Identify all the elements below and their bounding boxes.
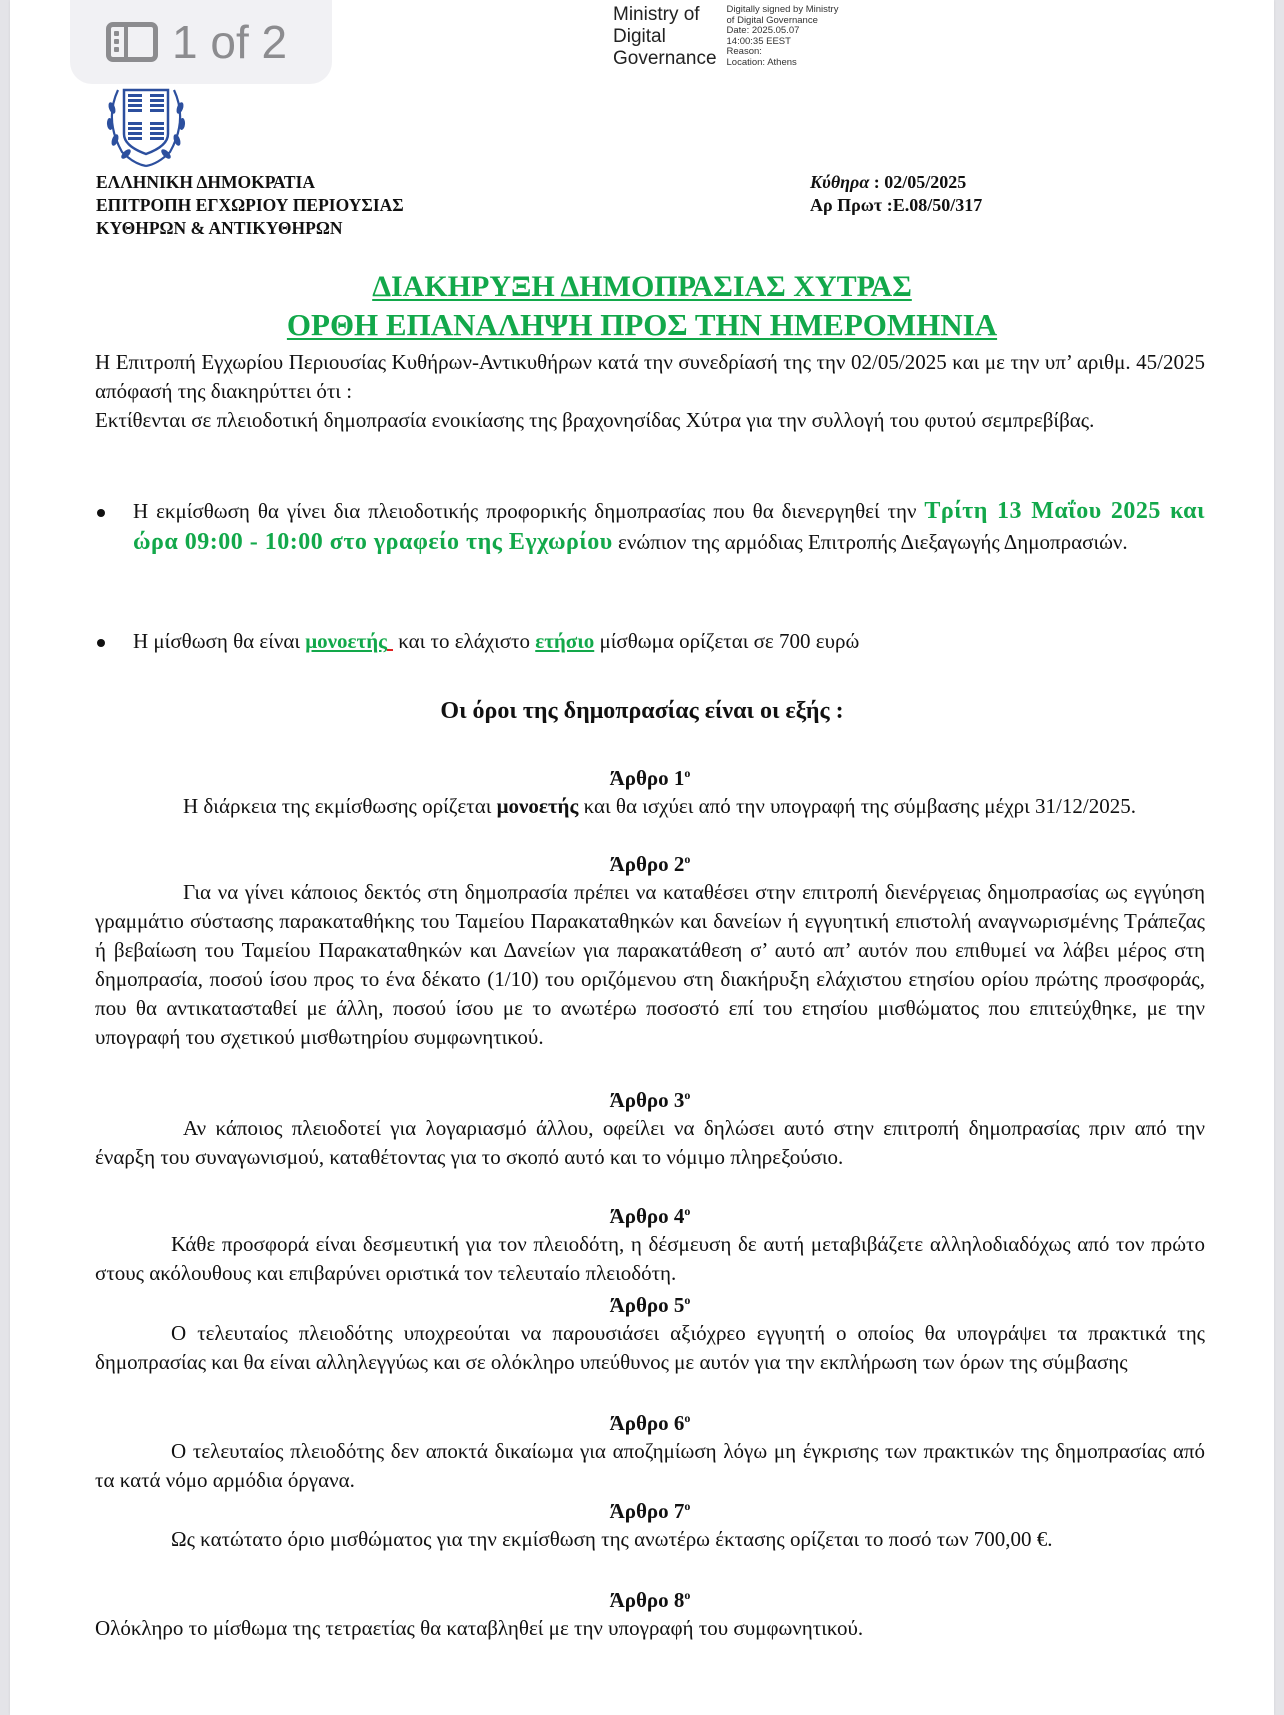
auction-date-highlight: Τρίτη 13 Μαΐου 2025 και ώρα 09:00 - 10:00 στο γραφείο της Εγχωρίου — [133, 498, 1205, 555]
signature-details: Digitally signed by Ministry of Digital Governance Date: 2025.05.07 14:00:35 EEST Reason: Location: Athens — [726, 4, 839, 68]
bullet-item: Η μίσθωση θα είναι μονοετής και το ελάχιστο ετήσιο μίσθωμα ορίζεται σε 700 ευρώ — [95, 626, 1205, 657]
intro-paragraph: Εκτίθενται σε πλειοδοτική δημοπρασία ενοικίασης της βραχονησίδας Χύτρα για την συλλογή του φυτού σεμπρεβίβας. — [95, 408, 1095, 432]
article-5 — [95, 1286, 1205, 1377]
article-text: Για να γίνει κάποιος δεκτός στη δημοπρασία πρέπει να καταθέσει στην επιτροπή διενέργειας δημοπρασίας ως εγγύηση γραμμάτιο σύστασης παρακαταθήκης του Ταμείου Παρακαταθηκών και δανείων ή εγγυητική επιστολή αναγνωρισμένης Τράπεζας ή βεβαίωση του Ταμείου Παρακαταθηκών και Δανείων για παρακατάθεση σ’ αυτό απ’ αυτόν που επιθυμεί να λάβει μέρος στη δημοπρασία, ποσού ίσου προς το ένα δέκατο (1/10) του οριζόμενου στη διακήρυξη ελάχιστου ετησίου ορίου πρώτης προσφοράς, που θα αντικατασταθεί με άλλη, ποσού ίσου με το ανωτέρω ποσοστό επί του ετησίου μισθώματος που επιτεύχθηκε, με την υπογραφή του σχετικού μισθωτηρίου συμφωνητικού. — [95, 880, 1205, 1049]
article-text: Ως κατώτατο όριο μισθώματος για την εκμίσθωση της ανωτέρω έκτασης ορίζεται το ποσό των 700,00 €. — [171, 1527, 1053, 1551]
bullet-item: Η εκμίσθωση θα γίνει δια πλειοδοτικής προφορικής δημοπρασίας που θα διενεργηθεί την Τρίτη 13 Μαΐου 2025 και ώρα 09:00 - 10:00 στο γραφείο της Εγχωρίου ενώπιον της αρμόδιας Επιτροπής Διεξαγωγής Δημοπρασιών. — [95, 496, 1205, 558]
article-title: Άρθρο $3^o$ — [609, 1088, 691, 1112]
document-page — [10, 0, 1274, 1715]
article-text: Ο τελευταίος πλειοδότης δεν αποκτά δικαίωμα για αποζημίωση λόγω μη έγκρισης των πρακτικών της δημοπρασίας από τα κατά νόμο αρμόδια όργανα. — [95, 1439, 1205, 1492]
greek-coat-of-arms-icon — [96, 80, 196, 170]
terms-heading: Οι όροι της δημοπρασίας είναι οι εξής : — [440, 698, 844, 724]
article-text: Αν κάποιος πλειοδοτεί για λογαριασμό άλλου, οφείλει να δηλώσει αυτό στην επιτροπή δημοπρασίας πριν από την έναρξη του συναγωνισμού, καταθέτοντας για το σκοπό αυτό και το νόμιμο πληρεξούσιο. — [95, 1116, 1205, 1169]
article-text: Ο τελευταίος πλειοδότης υποχρεούται να παρουσιάσει αξιόχρεο εγγυητή ο οποίος θα υπογράψει τα πρακτικά της δημοπρασίας και θα είναι αλληλεγγύως και σε ολόκληρο υπεύθυνος με αυτόν για την εκπλήρωση των όρων της σύμβασης — [95, 1321, 1205, 1374]
article-7 — [95, 1492, 1205, 1554]
issuer-line: ΚΥΘΗΡΩΝ & ΑΝΤΙΚΥΘΗΡΩΝ — [96, 218, 343, 238]
article-title: Άρθρο $8^o$ — [609, 1588, 691, 1612]
reference-block — [810, 171, 982, 217]
article-title: Άρθρο $6^o$ — [609, 1411, 691, 1435]
article-2 — [95, 845, 1205, 1052]
sidebar-icon[interactable] — [106, 22, 158, 62]
issuer-line: ΕΠΙΤΡΟΠΗ ΕΓΧΩΡΙΟΥ ΠΕΡΙΟΥΣΙΑΣ — [96, 195, 404, 215]
term-highlight: ετήσιο — [535, 629, 595, 653]
article-title: Άρθρο $5^o$ — [609, 1293, 691, 1317]
article-text: Ολόκληρο το μίσθωμα της τετραετίας θα καταβληθεί με την υπογραφή του συμφωνητικού. — [95, 1616, 864, 1640]
issuer-line: ΕΛΛΗΝΙΚΗ ΔΗΜΟΚΡΑΤΙΑ — [96, 172, 315, 192]
article-text: Η διάρκεια της εκμίσθωσης ορίζεται μονοετής και θα ισχύει από την υπογραφή της σύμβασης μέχρι 31/12/2025. — [183, 794, 1136, 818]
bullet-icon — [95, 626, 133, 657]
bullet-icon — [95, 496, 133, 558]
article-title: Άρθρο $7^o$ — [609, 1499, 691, 1523]
document-subtitle: ΟΡΘΗ ΕΠΑΝΑΛΗΨΗ ΠΡΟΣ ΤΗΝ ΗΜΕΡΟΜΗΝΙΑ — [286, 307, 998, 342]
place-date: Κύθηρα : 02/05/2025 — [810, 172, 967, 192]
intro-paragraph: Η Επιτροπή Εγχωρίου Περιουσίας Κυθήρων-Αντικυθήρων κατά την συνεδρίασή της την 02/05/2025 και με την υπ’ αριθμ. 45/2025 απόφασή της διακηρύττει ότι : — [95, 350, 1205, 403]
article-title: Άρθρο $2^o$ — [609, 852, 691, 876]
article-title: Άρθρο $1^o$ — [609, 766, 691, 790]
article-3 — [95, 1081, 1205, 1172]
intro-section — [95, 348, 1205, 435]
article-4 — [95, 1197, 1205, 1288]
document-title: ΔΙΑΚΗΡΥΞΗ ΔΗΜΟΠΡΑΣΙΑΣ ΧΥΤΡΑΣ — [372, 270, 912, 303]
page-indicator[interactable] — [70, 0, 332, 84]
protocol-number: Αρ Πρωτ :Ε.08/50/317 — [810, 195, 983, 215]
article-8 — [95, 1581, 1205, 1643]
article-title: Άρθρο $4^o$ — [609, 1204, 691, 1228]
article-1 — [95, 759, 1205, 821]
issuer-block — [96, 171, 404, 240]
digital-signature — [613, 4, 838, 70]
signer-name: Ministry of Digital Governance — [613, 4, 717, 69]
term-highlight: μονοετής — [305, 629, 387, 653]
article-6 — [95, 1404, 1205, 1495]
page-indicator-text: 1 of 2 — [172, 16, 288, 68]
article-text: Κάθε προσφορά είναι δεσμευτική για τον πλειοδότη, η δέσμευση δε αυτή μεταβιβάζετε αλληλοδιαδόχως από τον πρώτο στους ακόλουθους και επιβαρύνει οριστικά τον τελευταίο πλειοδότη. — [95, 1232, 1205, 1285]
